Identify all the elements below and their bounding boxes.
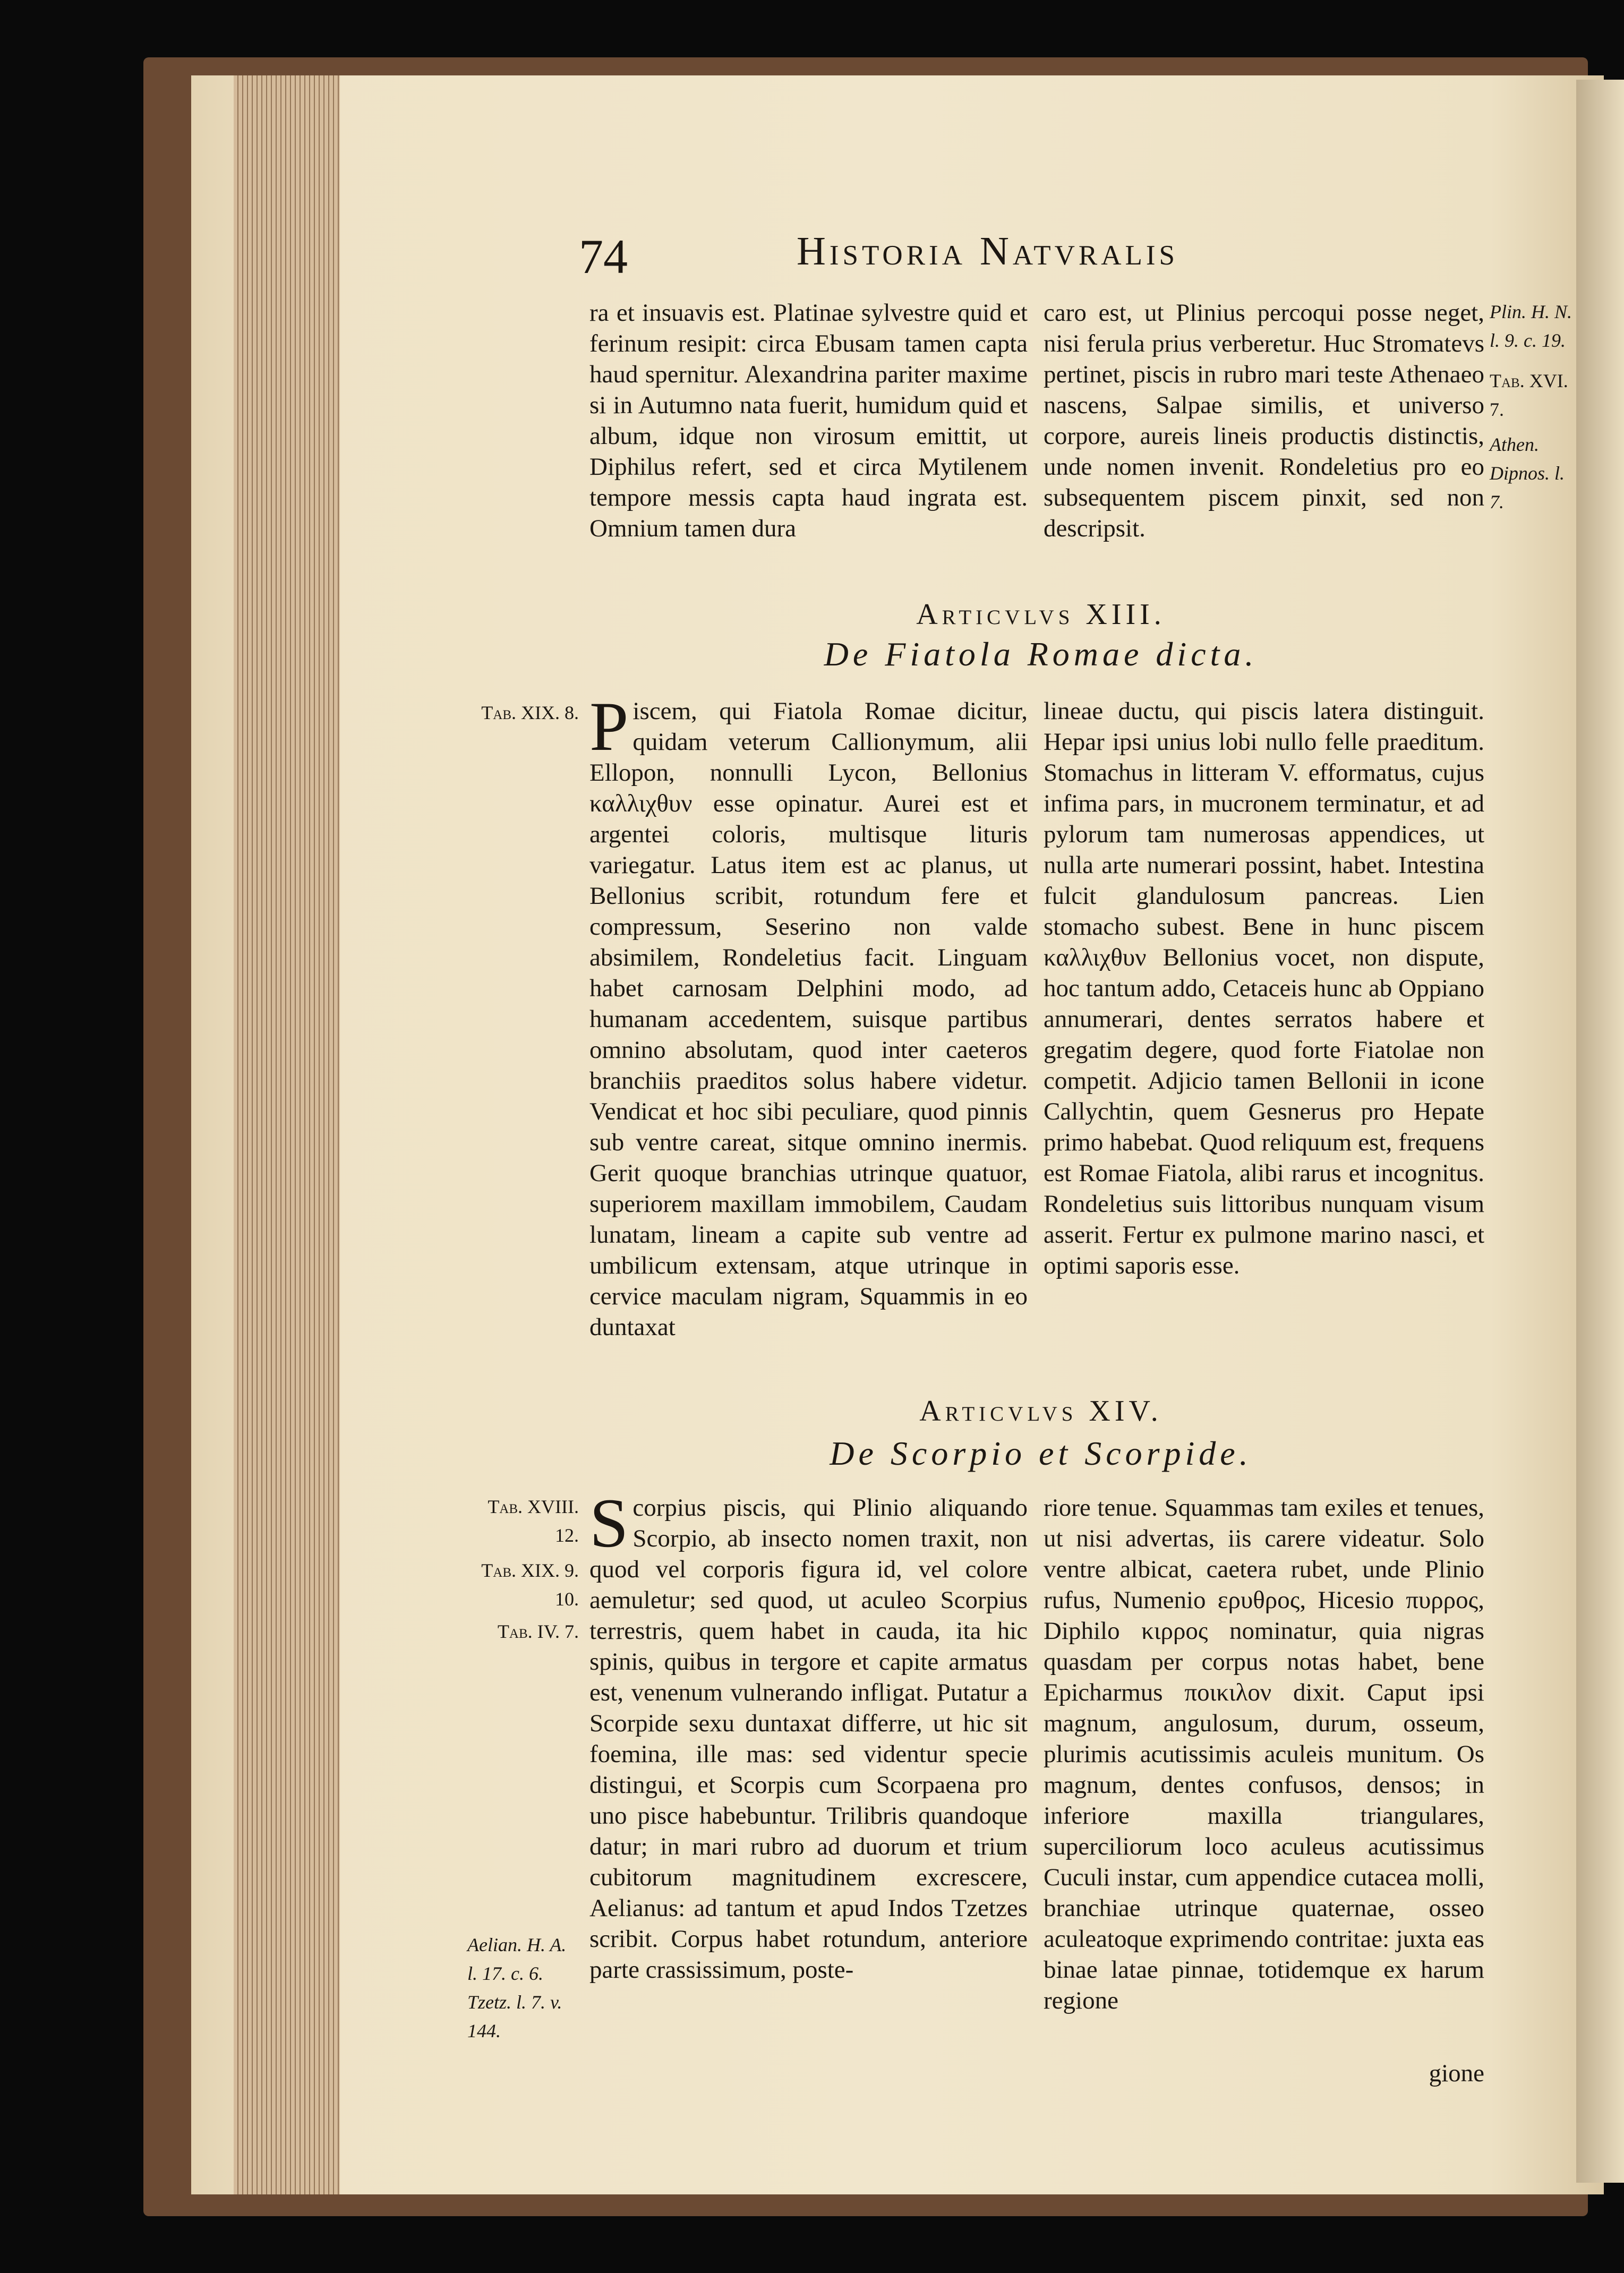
page-edges	[234, 75, 340, 2194]
block1-left-text: ra et insuavis est. Platinae sylvestre quid et ferinum resipit: circa Ebusam tamen capta haud spernitur. Alexandrina pariter maxime si in Autumno nata fuerit, humidum quid et album, idque non virosum emittit, ut Diphilus refert, sed et circa Mytilenem tempore messis capta haud ingrata est. Omnium tamen dura	[589, 299, 1028, 542]
catchword: gione	[1429, 2060, 1484, 2087]
article-14-left-column	[589, 1484, 1028, 2077]
dropcap-p: P	[589, 687, 629, 765]
margin-note-athen: Athen. Dipnos. l. 7.	[1490, 434, 1565, 512]
margin-tab-iv-7: Tab. IV. 7.	[497, 1621, 579, 1642]
block1-left-column	[589, 297, 1028, 595]
article-13-right-text: lineae ductu, qui piscis latera distinguit. Hepar ipsi unius lobi nullo felle praeditum. Stomachus in litteram V. efformatus, cujus infima pars, in mucronem terminatur, et ad pylorum tam numerosas appendices, ut nulla arte numerari possint, habet. Intestina fulcit glandulosum pancreas. Lien stomacho subest. Bene in hunc piscem καλλιχθυν Bellonius vocet, non dispute, hoc tantum addo, Cetaceis hunc ab Oppiano annumerari, dentes serratos habere et gregatim degere, quod forte Fiatolae non competit. Adjicio tamen Bellonii in icone Callychtin, quem Gesnerus pro Hepate primo habebat. Quod reliquum est, frequens est Romae Fiatola, alibi rarus et incognitus. Rondeletius suis littoribus nunquam visum asserit. Fertur ex pulmone marino nasci, et optimi saporis esse.	[1044, 697, 1484, 1279]
facing-page-edge	[1576, 80, 1624, 2183]
dropcap-s: S	[589, 1484, 629, 1562]
block1-right-column	[1044, 297, 1484, 584]
block1-right-text: caro est, ut Plinius percoqui posse neget, nisi ferula prius verberetur. Huc Stromatevs pertinet, piscis in rubro mari teste Athenaeo nascens, Salpae similis, et universo corpore, aureis lineis productis distinctis, unde nomen invenit. Rondeletius pro eo subsequentem piscem pinxit, sed non descripsit.	[1044, 299, 1484, 542]
article-14-right-text: riore tenue. Squammas tam exiles et tenues, ut nisi advertas, iis carere videatur. Solo ventre albicat, caetera rubet, unde Plinio rufus, Numenio ερυθρος, Hicesio πυρρος, Diphilo κιρρος nominatur, quia nigras quasdam per corpus notas habet, bene Epicharmus ποικιλον dixit. Caput ipsi magnum, angulosum, durum, osseum, plurimis acutissimis aculeis munitum. Os magnum, dentes confusos, densos; in inferiore maxilla triangulares, superciliorum loco aculeus acutissimus Cuculi instar, cum appendice cutacea molli, branchiae utrinque quaternae, osseo aculeatoque exprimendo contritae: juxta eas binae latae pinnae, totidemque ex harum regione	[1044, 1494, 1484, 2014]
article-14-right-column	[1044, 1492, 1484, 2087]
margin-tab-xix-9-10: Tab. XIX. 9. 10.	[481, 1560, 579, 1610]
article-14-left-text: corpius piscis, qui Plinio aliquando Scorpio, ab insecto nomen traxit, non quod vel corporis figura id, vel colore aemuletur; sed quod, ut aculeo Scorpius terrestris, quem habet in cauda, ita hic spinis, quibus in tergore et capite armatus est, venenum vulnerando infligat. Putatur a Scorpide sexu duntaxat differre, ut hic sit foemina, ille mas: sed videntur specie distingui, et Scorpis cum Scorpaena pro uno pisce habebuntur. Trilibris quandoque datur; in mari rubro ad duorum et trium cubitorum magnitudinem excrescere, Aelianus: ad tantum et apud Indos Tzetzes scribit. Corpus habet rotundum, anteriore parte crassissimum, poste-	[589, 1494, 1028, 1984]
article-13-left-column	[589, 687, 1028, 1391]
running-title: Historia Natvralis	[797, 229, 1179, 274]
margin-note-aelian: Aelian. H. A. l. 17. c. 6. Tzetz. l. 7. v. 144.	[467, 1934, 567, 2041]
article-13-right-column	[1044, 696, 1484, 1391]
page-number: 74	[579, 229, 628, 284]
margin-note-plin: Plin. H. N. l. 9. c. 19.	[1490, 301, 1572, 351]
article-14-heading: Articvlvs XIV.	[919, 1395, 1163, 1428]
article-14-title: De Scorpio et Scorpide.	[830, 1434, 1252, 1472]
page-header	[579, 228, 1492, 284]
article-13-left-text: iscem, qui Fiatola Romae dicitur, quidam veterum Callionymum, alii Ellopon, nonnulli Lycon, Bellonius καλλιχθυν esse opinatur. Aurei est et argentei coloris, multisque lituris variegatur. Latus item est ac planus, ut Bellonius scribit, rotundum fere et compressum, Seserino non valde absimilem, Rondeletius facit. Linguam habet carnosam Delphini modo, ad humanam accedentem, suisque partibus omnino absolutam, quod inter caeteros branchiis praeditos solus habere videtur. Vendicat et hoc sibi peculiare, quod pinnis sub ventre careat, sitque omnino inermis. Gerit quoque branchias utrinque quatuor, superiorem maxillam immobilem, Caudam lunatam, lineam a capite sub ventre ad umbilicum extensam, atque utrinque in cervice maculam nigram, Squammis in eo duntaxat	[589, 697, 1028, 1341]
margin-tab-xvi: Tab. XVI. 7.	[1490, 370, 1568, 420]
margin-tab-xviii-12: Tab. XVIII. 12.	[488, 1496, 579, 1546]
margin-tab-xix-8: Tab. XIX. 8.	[481, 702, 579, 723]
article-13-title: De Fiatola Romae dicta.	[824, 635, 1258, 673]
article-13-heading: Articvlvs XIII.	[916, 598, 1166, 631]
